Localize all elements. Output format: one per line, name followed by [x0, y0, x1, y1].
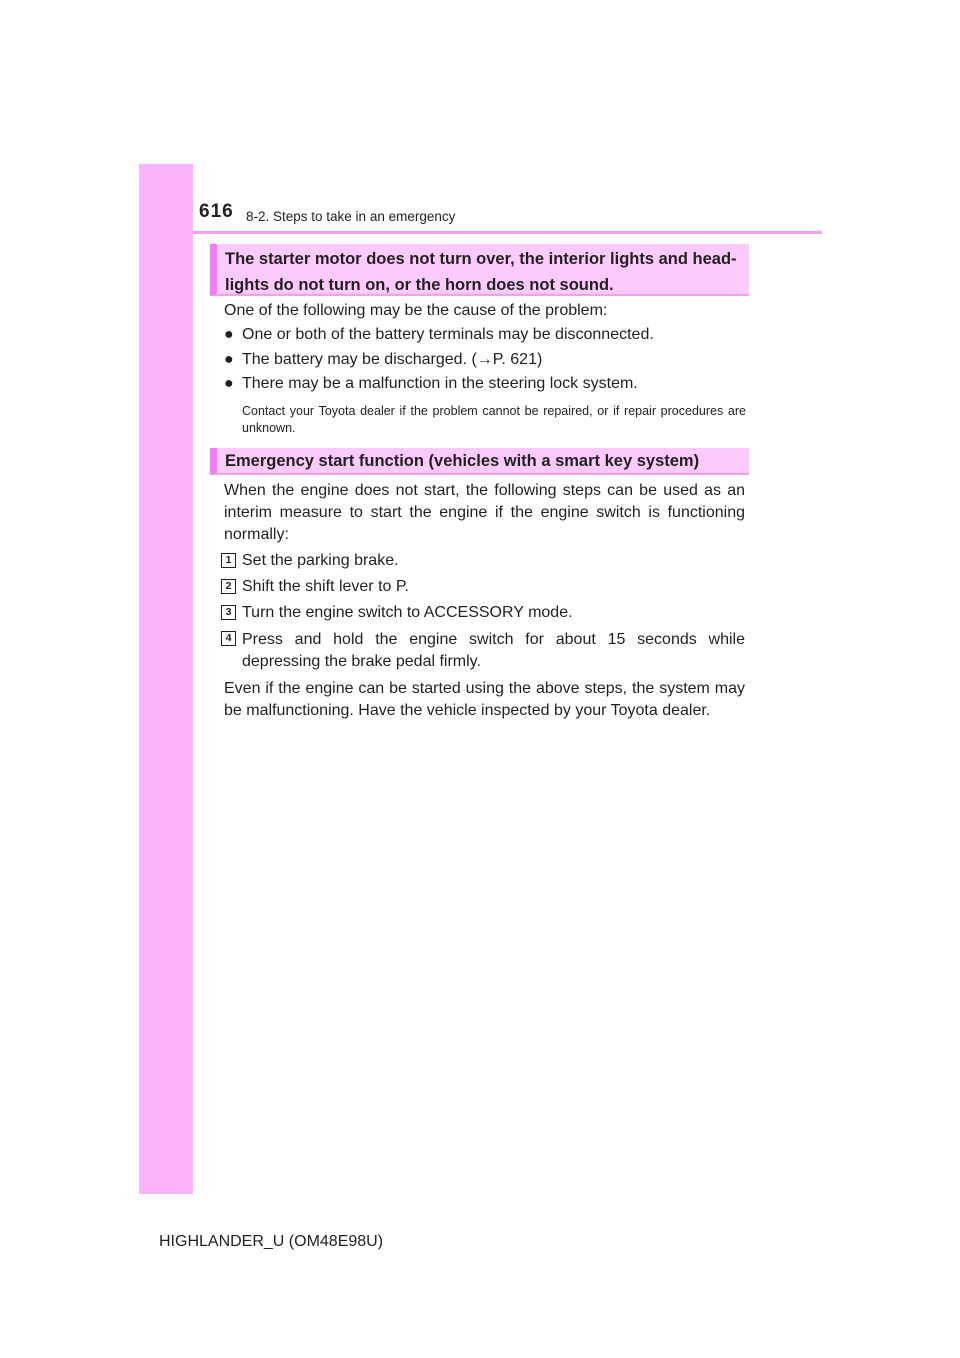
step-text: Shift the shift lever to P. — [242, 578, 409, 595]
step-text: Press and hold the engine switch for about 15 seconds while depressing the brake pedal firmly. — [242, 631, 745, 670]
section1-intro: One of the following may be the cause of the problem: — [224, 302, 608, 319]
step-number-badge: 3 — [221, 605, 236, 620]
section2-intro: When the engine does not start, the following steps can be used as an interim measure to start the engine if the engine switch is functioning normally: — [224, 482, 745, 543]
bullet-icon: ● — [224, 351, 234, 368]
bullet-text: One or both of the battery terminals may be disconnected. — [242, 326, 654, 343]
section2-closing: Even if the engine can be started using the above steps, the system may be malfunctioning. Have the vehicle inspected by your Toyota dealer. — [224, 680, 745, 719]
bullet-text-page-reference[interactable]: The battery may be discharged. (→P. 621) — [242, 351, 543, 368]
footer-model-code: HIGHLANDER_U (OM48E98U) — [159, 1233, 384, 1250]
note-contact-dealer: Contact your Toyota dealer if the problem cannot be repaired, or if repair procedures are unknown. — [242, 404, 746, 435]
chapter-side-tab — [139, 164, 193, 1194]
step-text: Turn the engine switch to ACCESSORY mode. — [242, 604, 573, 621]
header-divider — [193, 231, 822, 234]
list-item — [224, 349, 542, 371]
list-item — [224, 373, 638, 395]
step-number-badge: 1 — [221, 553, 236, 568]
bullet-icon: ● — [224, 375, 234, 392]
step-text: Set the parking brake. — [242, 552, 399, 569]
step-number-badge: 2 — [221, 579, 236, 594]
section-title: 8-2. Steps to take in an emergency — [246, 209, 456, 224]
heading-emergency-start: Emergency start function (vehicles with a smart key system) — [210, 448, 749, 475]
page-number: 616 — [199, 201, 234, 222]
step-number-badge: 4 — [221, 631, 236, 646]
bullet-icon: ● — [224, 326, 234, 343]
bullet-text: There may be a malfunction in the steering lock system. — [242, 375, 638, 392]
list-item — [224, 324, 654, 346]
heading-starter-motor: The starter motor does not turn over, the interior lights and head-lights do not turn on, or the horn does not sound. — [210, 244, 749, 296]
